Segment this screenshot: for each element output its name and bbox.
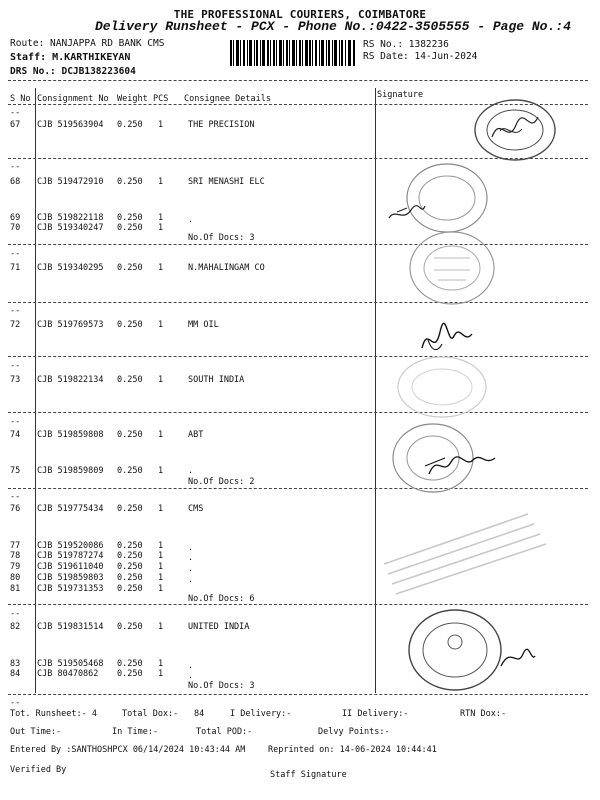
row-sno: 72 <box>10 320 21 330</box>
col-header-consignment: Consignment No <box>37 94 109 104</box>
row-pcs: 1 <box>158 223 164 233</box>
row-consignment: CJB 519563904 <box>37 120 104 130</box>
row-pcs: 1 <box>158 430 164 440</box>
company-name: THE PROFESSIONAL COURIERS, COIMBATORE <box>173 8 427 21</box>
row-sno: 70 <box>10 223 21 233</box>
row-weight: 0.250 <box>117 541 143 551</box>
rule-group <box>8 356 588 357</box>
col-header-signature: Signature <box>377 90 424 100</box>
total-pod: Total POD:- <box>196 727 253 737</box>
rule-bottom <box>8 694 588 695</box>
row-dash-mark: -- <box>10 249 21 259</box>
verified-by: Verified By <box>10 765 67 775</box>
row-consignment: CJB 519859808 <box>37 430 104 440</box>
row-dash-mark: -- <box>10 698 21 708</box>
rule-group <box>8 604 588 605</box>
row-sno: 80 <box>10 573 21 583</box>
delvy-points: Delvy Points:- <box>318 727 390 737</box>
rs-number: RS No.: 1382236 <box>363 39 449 50</box>
row-consignee: CMS <box>188 504 204 514</box>
row-weight: 0.250 <box>117 320 143 330</box>
row-weight: 0.250 <box>117 562 143 572</box>
row-pcs: 1 <box>158 669 164 679</box>
out-time: Out Time:- <box>10 727 62 737</box>
row-weight: 0.250 <box>117 659 143 669</box>
row-consignee: . <box>188 671 194 681</box>
col-header-weight: Weight <box>117 94 148 104</box>
row-consignment: CJB 519822134 <box>37 375 104 385</box>
row-dash-mark: -- <box>10 162 21 172</box>
row-pcs: 1 <box>158 504 164 514</box>
col-divider-sno <box>35 88 36 693</box>
row-sno: 71 <box>10 263 21 273</box>
in-time: In Time:- <box>112 727 159 737</box>
stamp-mahalingam <box>404 228 500 308</box>
row-consignee: UNITED INDIA <box>188 622 250 632</box>
row-weight: 0.250 <box>117 213 143 223</box>
row-weight: 0.250 <box>117 430 143 440</box>
row-pcs: 1 <box>158 622 164 632</box>
row-weight: 0.250 <box>117 551 143 561</box>
row-sno: 73 <box>10 375 21 385</box>
row-consignee: . <box>188 564 194 574</box>
row-consignee: N.MAHALINGAM CO <box>188 263 265 273</box>
rule-top <box>8 80 588 81</box>
rs-date: RS Date: 14-Jun-2024 <box>363 51 478 62</box>
total-dox-value: 84 <box>194 709 205 719</box>
row-sno: 76 <box>10 504 21 514</box>
row-consignment: CJB 519472910 <box>37 177 104 187</box>
row-pcs: 1 <box>158 562 164 572</box>
row-consignee: ABT <box>188 430 204 440</box>
row-weight: 0.250 <box>117 573 143 583</box>
row-consignee: MM OIL <box>188 320 219 330</box>
row-consignment: CJB 519340247 <box>37 223 104 233</box>
row-sno: 74 <box>10 430 21 440</box>
rule-group <box>8 244 588 245</box>
row-weight: 0.250 <box>117 669 143 679</box>
row-dash-mark: -- <box>10 361 21 371</box>
row-pcs: 1 <box>158 120 164 130</box>
col-header-details: Consignee Details <box>184 94 271 104</box>
rule-group <box>8 302 588 303</box>
row-pcs: 1 <box>158 375 164 385</box>
row-dash-mark: -- <box>10 417 21 427</box>
stamp-united-india <box>405 606 555 692</box>
row-dash-mark: -- <box>10 108 21 118</box>
stamp-abt <box>385 418 505 498</box>
docs-count: No.Of Docs: 3 <box>188 233 255 243</box>
row-consignment: CJB 519787274 <box>37 551 104 561</box>
row-consignment: CJB 519859803 <box>37 573 104 583</box>
row-weight: 0.250 <box>117 177 143 187</box>
row-consignment: CJB 519859809 <box>37 466 104 476</box>
row-consignee: . <box>188 575 194 585</box>
row-pcs: 1 <box>158 551 164 561</box>
row-consignee: . <box>188 466 194 476</box>
row-sno: 82 <box>10 622 21 632</box>
row-sno: 67 <box>10 120 21 130</box>
stamp-precision <box>470 95 560 165</box>
row-weight: 0.250 <box>117 375 143 385</box>
route-label: Route: NANJAPPA RD BANK CMS <box>10 38 165 49</box>
row-pcs: 1 <box>158 177 164 187</box>
row-consignment: CJB 519731353 <box>37 584 104 594</box>
row-pcs: 1 <box>158 263 164 273</box>
row-consignment: CJB 519822118 <box>37 213 104 223</box>
row-pcs: 1 <box>158 541 164 551</box>
row-weight: 0.250 <box>117 223 143 233</box>
row-consignee: . <box>188 543 194 553</box>
docs-count: No.Of Docs: 6 <box>188 594 255 604</box>
row-consignee: . <box>188 215 194 225</box>
row-dash-mark: -- <box>10 492 21 502</box>
reprinted-on: Reprinted on: 14-06-2024 10:44:41 <box>268 745 437 755</box>
staff-signature: Staff Signature <box>270 770 347 780</box>
col-header-pcs: PCS <box>153 94 169 104</box>
row-consignment: CJB 519340295 <box>37 263 104 273</box>
row-pcs: 1 <box>158 584 164 594</box>
row-sno: 78 <box>10 551 21 561</box>
barcode-image <box>230 40 356 66</box>
row-consignee: SRI MENASHI ELC <box>188 177 265 187</box>
row-weight: 0.250 <box>117 504 143 514</box>
row-consignee: . <box>188 553 194 563</box>
row-consignment: CJB 80470862 <box>37 669 99 679</box>
row-consignment: CJB 519611040 <box>37 562 104 572</box>
row-sno: 83 <box>10 659 21 669</box>
row-weight: 0.250 <box>117 263 143 273</box>
row-sno: 68 <box>10 177 21 187</box>
row-consignment: CJB 519505468 <box>37 659 104 669</box>
drs-number: DRS No.: DCJB138223604 <box>10 66 136 77</box>
staff-label: Staff: M.KARTHIKEYAN <box>10 52 131 63</box>
row-sno: 77 <box>10 541 21 551</box>
total-dox-label: Total Dox:- <box>122 709 179 719</box>
row-consignee: . <box>188 661 194 671</box>
row-weight: 0.250 <box>117 120 143 130</box>
row-weight: 0.250 <box>117 466 143 476</box>
row-dash-mark: -- <box>10 609 21 619</box>
i-delivery: I Delivery:- <box>230 709 292 719</box>
docs-count: No.Of Docs: 3 <box>188 681 255 691</box>
row-sno: 84 <box>10 669 21 679</box>
stamp-cholamandalam <box>378 494 554 598</box>
row-pcs: 1 <box>158 213 164 223</box>
entered-by: Entered By :SANTHOSHPCX 06/14/2024 10:43:44 AM <box>10 745 246 755</box>
row-consignment: CJB 519831514 <box>37 622 104 632</box>
row-consignment: CJB 519775434 <box>37 504 104 514</box>
row-sno: 81 <box>10 584 21 594</box>
runsheet-title: Delivery Runsheet - PCX - Phone No.:0422-3505555 - Page No.:4 <box>95 19 571 34</box>
col-divider-signature <box>375 88 376 693</box>
row-consignment: CJB 519520086 <box>37 541 104 551</box>
row-pcs: 1 <box>158 466 164 476</box>
row-consignee: SOUTH INDIA <box>188 375 245 385</box>
row-pcs: 1 <box>158 573 164 583</box>
row-weight: 0.250 <box>117 584 143 594</box>
row-sno: 79 <box>10 562 21 572</box>
stamp-south-india <box>392 352 492 422</box>
rtn-dox: RTN Dox:- <box>460 709 507 719</box>
row-consignee: THE PRECISION <box>188 120 255 130</box>
row-weight: 0.250 <box>117 622 143 632</box>
docs-count: No.Of Docs: 2 <box>188 477 255 487</box>
total-runsheet: Tot. Runsheet:- 4 <box>10 709 97 719</box>
row-pcs: 1 <box>158 320 164 330</box>
rule-group <box>8 412 588 413</box>
ii-delivery: II Delivery:- <box>342 709 409 719</box>
row-sno: 69 <box>10 213 21 223</box>
row-pcs: 1 <box>158 659 164 669</box>
col-header-sno: S No <box>10 94 31 104</box>
row-dash-mark: -- <box>10 306 21 316</box>
row-consignment: CJB 519769573 <box>37 320 104 330</box>
row-sno: 75 <box>10 466 21 476</box>
